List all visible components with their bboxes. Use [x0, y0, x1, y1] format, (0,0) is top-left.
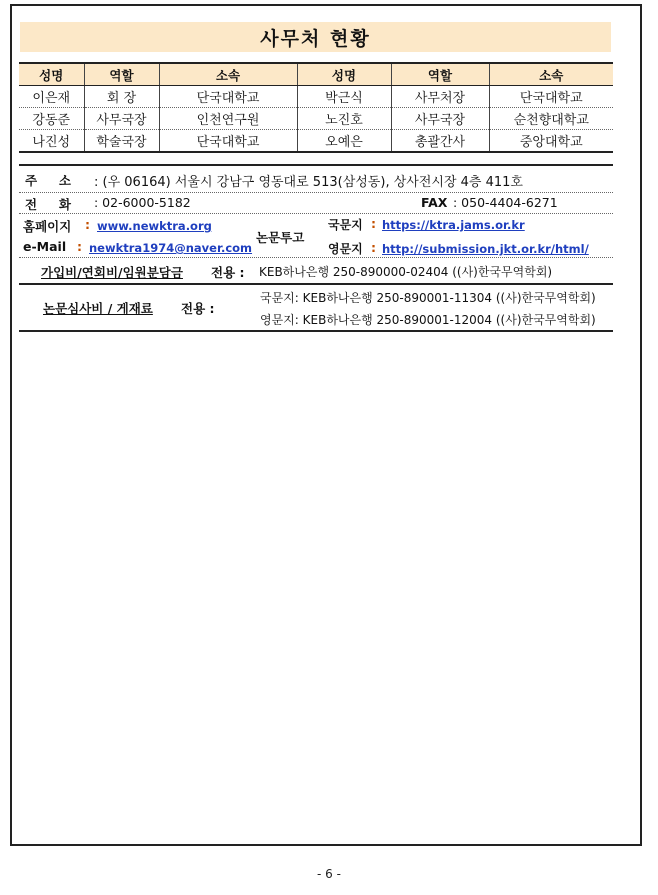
header-name-1: 성명 — [19, 63, 84, 86]
header-role-1: 역할 — [84, 63, 159, 86]
review-korean-account: 국문지: KEB하나은행 250-890001-11304 ((사)한국무역학회) — [260, 291, 596, 305]
table-cell: 강동준 — [19, 108, 84, 130]
table-cell: 단국대학교 — [159, 130, 297, 153]
table-cell: 나진성 — [19, 130, 84, 153]
membership-account-row — [19, 258, 613, 285]
address-value: : (우 06164) 서울시 강남구 영동대로 513(삼성동), 상사전시장 4층 411호 — [94, 175, 523, 190]
email-label: e-Mail — [23, 239, 67, 254]
table-cell: 단국대학교 — [159, 86, 297, 108]
page-title: 사무처 현황 — [260, 27, 371, 50]
membership-account: KEB하나은행 250-890000-02404 ((사)한국무역학회) — [259, 265, 553, 279]
table-cell: 학술국장 — [84, 130, 159, 153]
phone-value: : 02-6000-5182 — [94, 195, 191, 210]
page-number: - 6 - — [317, 867, 341, 881]
table-cell: 박근식 — [297, 86, 391, 108]
header-name-2: 성명 — [297, 63, 391, 86]
korean-paper-separator: : — [371, 216, 376, 231]
title-banner — [20, 22, 611, 52]
table-cell: 인천연구원 — [159, 108, 297, 130]
table-row — [19, 130, 613, 153]
membership-suffix: 전용 : — [211, 265, 245, 280]
email-link[interactable]: newktra1974@naver.com — [89, 241, 253, 255]
table-cell: 회 장 — [84, 86, 159, 108]
web-contact-row — [19, 214, 613, 258]
email-separator: : — [77, 239, 82, 254]
review-account-row — [19, 286, 613, 332]
table-cell: 사무국장 — [391, 108, 489, 130]
table-cell: 사무국장 — [84, 108, 159, 130]
table-row — [19, 108, 613, 130]
english-paper-label: 영문지 — [328, 242, 363, 256]
membership-label: 가입비/연회비/임원분담금 — [41, 265, 183, 280]
homepage-label: 홈페이지 — [23, 219, 72, 234]
fax-label: FAX — [421, 195, 448, 210]
staff-table — [19, 62, 613, 153]
table-cell: 순천향대학교 — [489, 108, 613, 130]
phone-fax-row — [19, 191, 613, 214]
fax-value: : 050-4404-6271 — [453, 195, 558, 210]
review-english-account: 영문지: KEB하나은행 250-890001-12004 ((사)한국무역학회) — [260, 313, 596, 327]
homepage-separator: : — [85, 217, 90, 232]
korean-paper-label: 국문지 — [328, 218, 363, 232]
table-header-row — [19, 63, 613, 86]
table-cell: 총괄간사 — [391, 130, 489, 153]
table-cell: 중앙대학교 — [489, 130, 613, 153]
header-role-2: 역할 — [391, 63, 489, 86]
submission-label: 논문투고 — [256, 230, 305, 245]
korean-paper-link[interactable]: https://ktra.jams.or.kr — [382, 218, 525, 232]
review-label: 논문심사비 / 게재료 — [43, 301, 153, 316]
table-cell: 사무처장 — [391, 86, 489, 108]
phone-label: 전 화 — [25, 197, 71, 212]
homepage-link[interactable]: www.newktra.org — [97, 219, 212, 233]
review-suffix: 전용 : — [181, 301, 215, 316]
table-cell: 노진호 — [297, 108, 391, 130]
english-paper-link[interactable]: http://submission.jkt.or.kr/html/ — [382, 242, 589, 256]
address-label: 주 소 — [25, 173, 71, 188]
table-cell: 단국대학교 — [489, 86, 613, 108]
header-affiliation-1: 소속 — [159, 63, 297, 86]
table-row — [19, 86, 613, 108]
english-paper-separator: : — [371, 240, 376, 255]
table-cell: 이은재 — [19, 86, 84, 108]
table-cell: 오예은 — [297, 130, 391, 153]
header-affiliation-2: 소속 — [489, 63, 613, 86]
address-row — [19, 164, 613, 193]
